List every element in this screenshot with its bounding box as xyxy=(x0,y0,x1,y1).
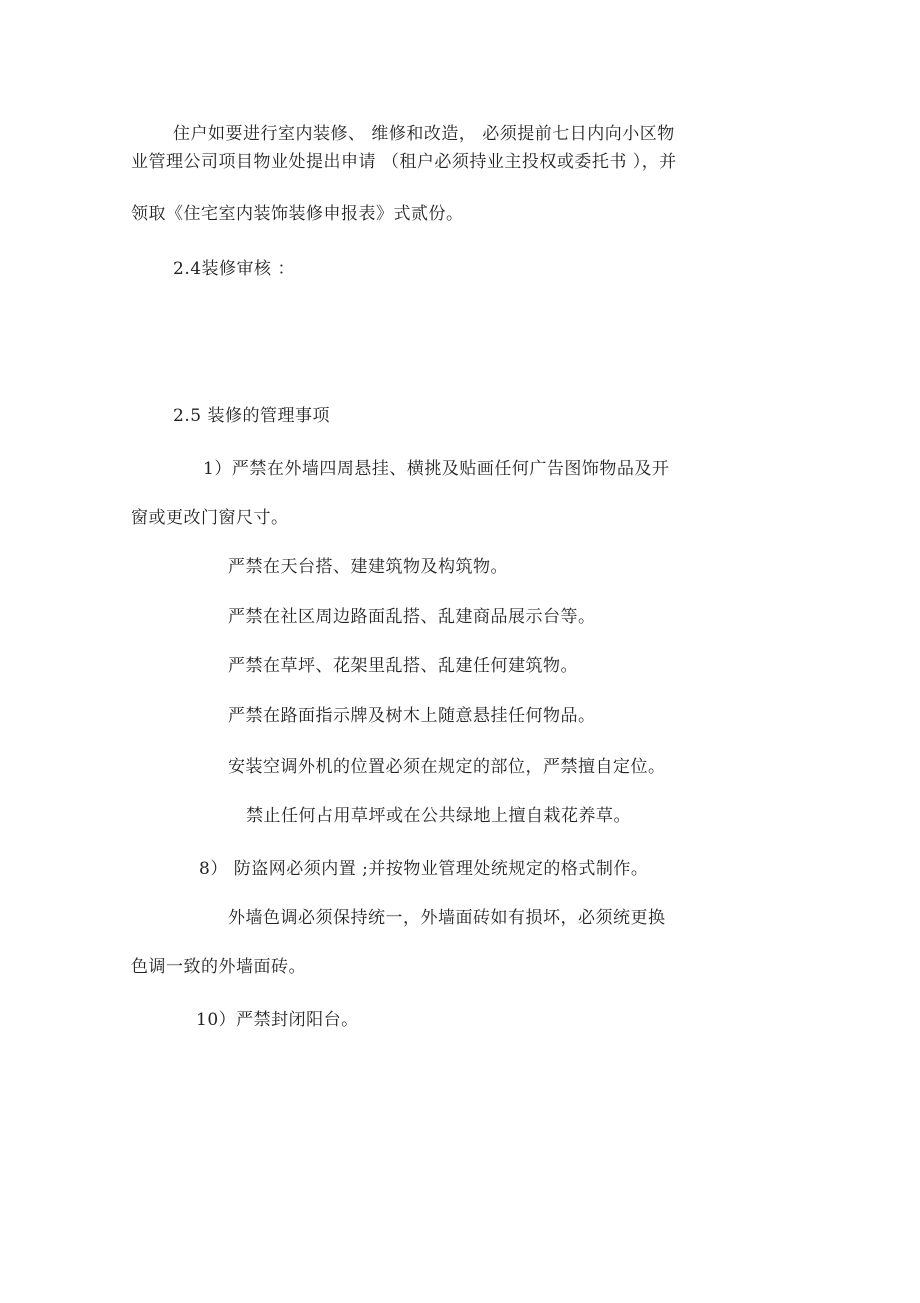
item-4: 严禁在草坪、花架里乱搭、乱建任何建筑物。 xyxy=(228,656,578,676)
item-9-line-1: 外墙色调必须保持统一，外墙面砖如有损坏，必须统更换 xyxy=(228,908,666,928)
section-2-5-heading: 2.5 装修的管理事项 xyxy=(173,406,330,426)
intro-line-3: 领取《住宅室内装饰装修申报表》式贰份。 xyxy=(131,204,464,224)
intro-line-2: 业管理公司项目物业处提出申请 （租户必须持业主投权或委托书 ），并 xyxy=(131,152,677,172)
item-5: 严禁在路面指示牌及树木上随意悬挂任何物品。 xyxy=(228,706,596,726)
item-1-line-1: 1）严禁在外墙四周悬挂、横挑及贴画任何广告图饰物品及开 xyxy=(203,459,670,479)
item-8: 8） 防盗网必须内置 ;并按物业管理处统规定的格式制作。 xyxy=(199,859,649,879)
item-9-line-2: 色调一致的外墙面砖。 xyxy=(131,957,306,977)
intro-line-1: 住户如要进行室内装修、 维修和改造， 必须提前七日内向小区物 xyxy=(173,124,675,144)
item-7: 禁止任何占用草坪或在公共绿地上擅自栽花养草。 xyxy=(246,806,631,826)
item-1-line-2: 窗或更改门窗尺寸。 xyxy=(131,508,289,528)
item-2: 严禁在天台搭、建建筑物及构筑物。 xyxy=(228,557,508,577)
item-10: 10）严禁封闭阳台。 xyxy=(196,1010,359,1030)
item-3: 严禁在社区周边路面乱搭、乱建商品展示台等。 xyxy=(228,607,596,627)
item-6: 安装空调外机的位置必须在规定的部位，严禁擅自定位。 xyxy=(228,757,666,777)
section-2-4-heading: 2.4装修审核 ： xyxy=(173,259,295,279)
